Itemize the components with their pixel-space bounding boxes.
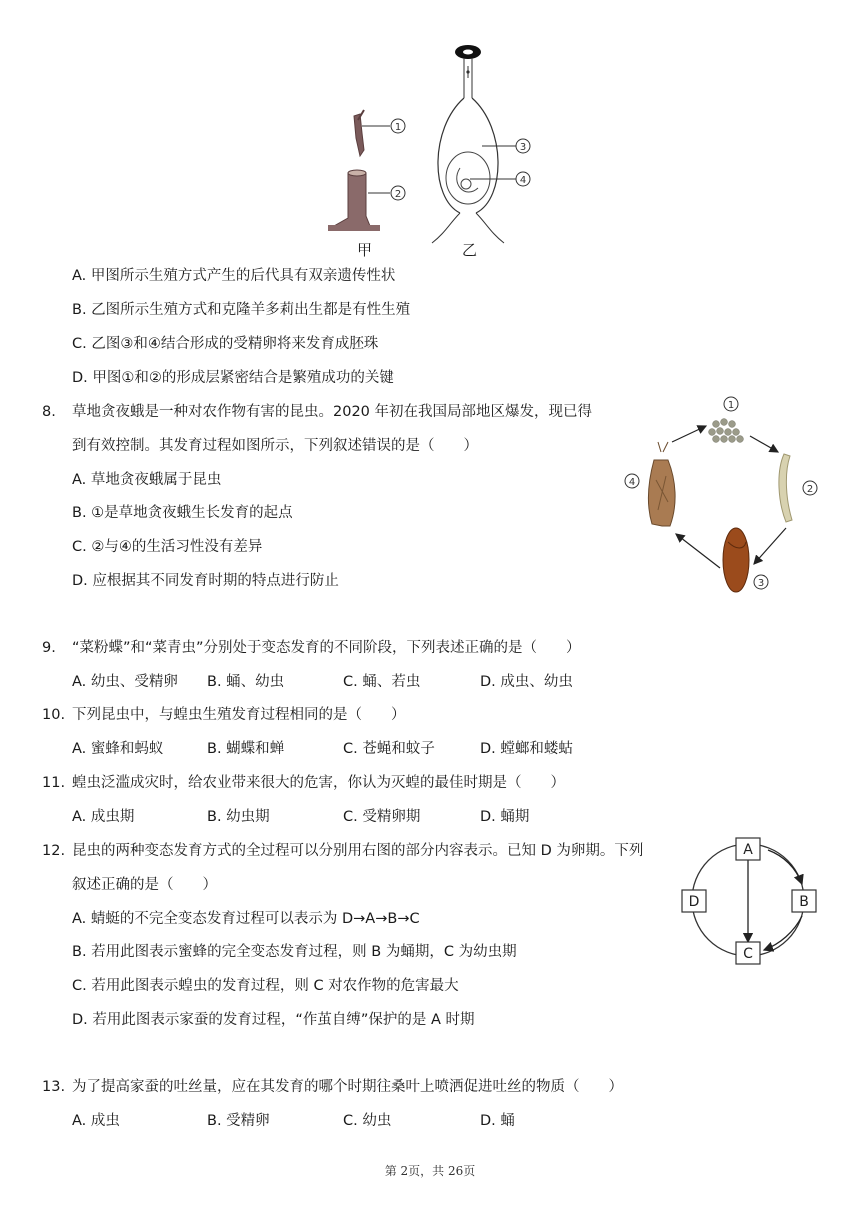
q9-option-d: D. 成虫、幼虫	[480, 674, 573, 690]
figure-label-yi: 乙	[462, 241, 478, 259]
q13-option-b: B. 受精卵	[207, 1113, 270, 1129]
q8-option-c: C. ②与④的生活习性没有差异	[72, 539, 263, 555]
q12-option-d: D. 若用此图表示家蚕的发育过程，“作茧自缚”保护的是 A 时期	[72, 1012, 475, 1028]
q12-number: 12.	[42, 843, 66, 859]
figure-q7-grafting-and-ovary	[320, 38, 550, 263]
q8-stem-line2: 到有效控制。其发育过程如图所示，下列叙述错误的是（ ）	[72, 438, 478, 454]
q9-option-b: B. 蛹、幼虫	[207, 674, 285, 690]
q10-option-b: B. 蝴蝶和蝉	[207, 741, 285, 757]
q9-number: 9.	[42, 640, 56, 656]
svg-text:4: 4	[519, 175, 527, 186]
q13-option-a: A. 成虫	[72, 1113, 120, 1129]
figure-q8-life-cycle	[618, 392, 830, 604]
q11-option-c: C. 受精卵期	[343, 809, 421, 825]
q10-number: 10.	[42, 707, 66, 723]
svg-text:2: 2	[806, 484, 814, 495]
figure-q12-cycle-diagram	[672, 834, 832, 974]
q11-stem: 蝗虫泛滥成灾时，给农业带来很大的危害，你认为灭蝗的最佳时期是（ ）	[72, 775, 565, 791]
q13-number: 13.	[42, 1079, 66, 1095]
q12-option-a: A. 蜻蜓的不完全变态发育过程可以表示为 D→A→B→C	[72, 911, 420, 927]
q12-option-c: C. 若用此图表示蝗虫的发育过程，则 C 对农作物的危害最大	[72, 978, 459, 994]
diagram-node-b: B	[799, 894, 809, 910]
q7-option-c: C. 乙图③和④结合形成的受精卵将来发育成胚珠	[72, 336, 379, 352]
q9-option-c: C. 蛹、若虫	[343, 674, 421, 690]
q9-option-a: A. 幼虫、受精卵	[72, 674, 178, 690]
svg-text:1: 1	[727, 400, 735, 411]
svg-text:4: 4	[628, 477, 636, 488]
q10-option-a: A. 蜜蜂和蚂蚁	[72, 741, 164, 757]
q8-stem-line1: 草地贪夜蛾是一种对农作物有害的昆虫。2020 年初在我国局部地区爆发，现已得	[72, 404, 593, 420]
diagram-node-d: D	[688, 894, 700, 910]
figure-label-jia: 甲	[357, 241, 373, 259]
q12-stem-line1: 昆虫的两种变态发育方式的全过程可以分别用右图的部分内容表示。已知 D 为卵期。下列	[72, 843, 644, 859]
svg-text:1: 1	[394, 122, 402, 133]
q11-option-b: B. 幼虫期	[207, 809, 270, 825]
diagram-node-c: C	[743, 946, 753, 962]
q7-option-d: D. 甲图①和②的形成层紧密结合是繁殖成功的关键	[72, 370, 394, 386]
q11-number: 11.	[42, 775, 66, 791]
q8-option-d: D. 应根据其不同发育时期的特点进行防止	[72, 573, 339, 589]
q8-number: 8.	[42, 404, 56, 420]
q12-stem-line2: 叙述正确的是（ ）	[72, 877, 217, 893]
q11-option-a: A. 成虫期	[72, 809, 135, 825]
q9-stem: “菜粉蝶”和“菜青虫”分别处于变态发育的不同阶段，下列表述正确的是（ ）	[72, 640, 581, 656]
q13-stem: 为了提高家蚕的吐丝量，应在其发育的哪个时期往桑叶上喷洒促进吐丝的物质（ ）	[72, 1079, 623, 1095]
q10-option-d: D. 螳螂和蝼蛄	[480, 741, 573, 757]
q12-option-b: B. 若用此图表示蜜蜂的完全变态发育过程，则 B 为蛹期，C 为幼虫期	[72, 944, 517, 960]
svg-text:3: 3	[519, 142, 527, 153]
page-footer: 第 2页，共 26页	[384, 1164, 476, 1178]
diagram-node-a: A	[743, 842, 753, 858]
q10-option-c: C. 苍蝇和蚊子	[343, 741, 435, 757]
q10-stem: 下列昆虫中，与蝗虫生殖发育过程相同的是（ ）	[72, 707, 406, 723]
svg-text:2: 2	[394, 189, 402, 200]
q7-option-b: B. 乙图所示生殖方式和克隆羊多莉出生都是有性生殖	[72, 302, 411, 318]
svg-text:3: 3	[757, 578, 765, 589]
q11-option-d: D. 蛹期	[480, 809, 530, 825]
q8-option-a: A. 草地贪夜蛾属于昆虫	[72, 472, 222, 488]
q7-option-a: A. 甲图所示生殖方式产生的后代具有双亲遗传性状	[72, 268, 396, 284]
q8-option-b: B. ①是草地贪夜蛾生长发育的起点	[72, 505, 293, 521]
q13-option-d: D. 蛹	[480, 1113, 515, 1129]
q13-option-c: C. 幼虫	[343, 1113, 392, 1129]
